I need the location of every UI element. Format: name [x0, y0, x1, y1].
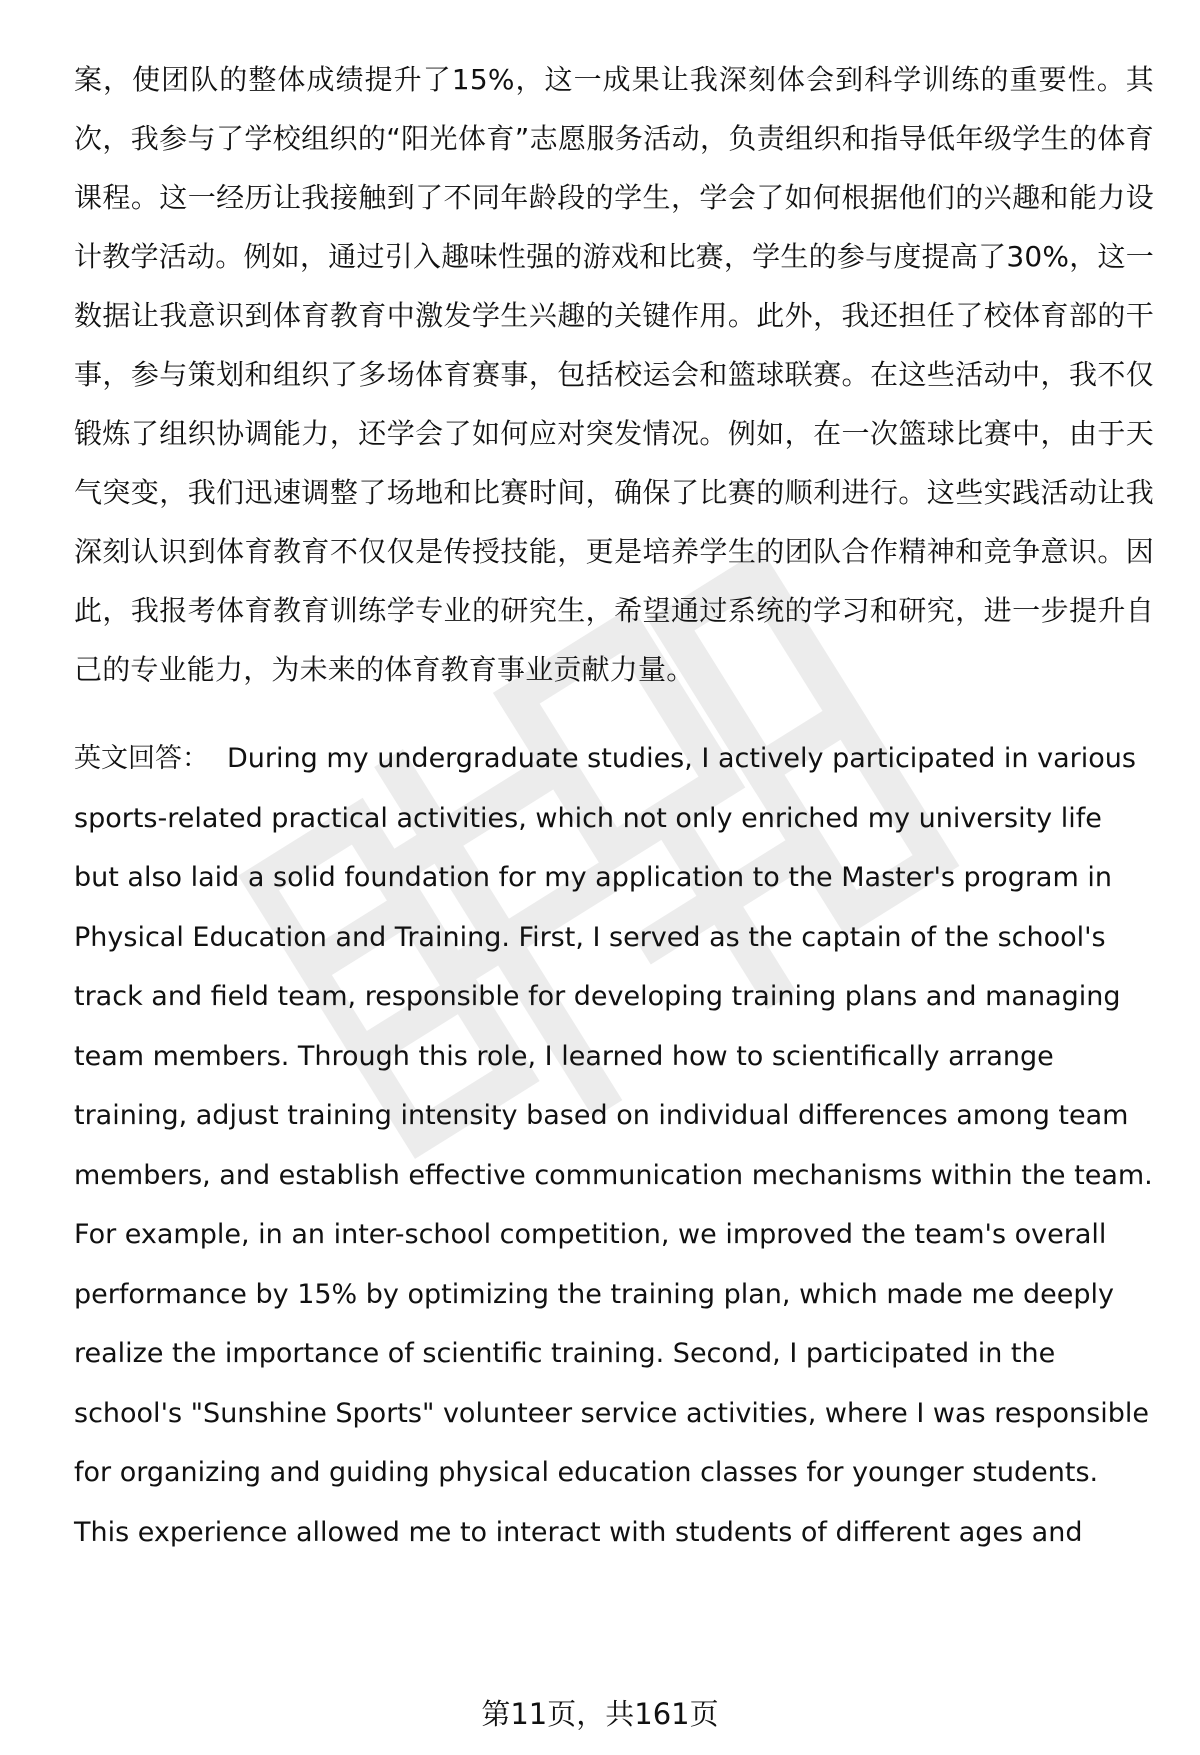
chinese-paragraph: 案，使团队的整体成绩提升了15%，这一成果让我深刻体会到科学训练的重要性。其次，我参与了学校组织的“阳光体育”志愿服务活动，负责组织和指导低年级学生的体育课程。这一经历让我接触到了不同年龄段的学生，学会了如何根据他们的兴趣和能力设计教学活动。例如，通过引入趣味性强的游戏和比赛，学生的参与度提高了30%，这一数据让我意识到体育教育中激发学生兴趣的关键作用。此外，我还担任了校体育部的干事，参与策划和组织了多场体育赛事，包括校运会和篮球联赛。在这些活动中，我不仅锻炼了组织协调能力，还学会了如何应对突发情况。例如，在一次篮球比赛中，由于天气突变，我们迅速调整了场地和比赛时间，确保了比赛的顺利进行。这些实践活动让我深刻认识到体育教育不仅仅是传授技能，更是培养学生的团队合作精神和竞争意识。因此，我报考体育教育训练学专业的研究生，希望通过系统的学习和研究，进一步提升自己的专业能力，为未来的体育教育事业贡献力量。: [74, 63, 1154, 686]
english-answer-label: 英文回答：: [74, 743, 209, 774]
page-number-footer: 第11页，共161页: [481, 1697, 719, 1731]
english-paragraph: During my undergraduate studies, I actively participated in various sports-related practical activities, which not only enriched my university life but also laid a solid foundation for my application to the Master's program in Physical Education and Training. First, I served as the captain of the school's track and field team, responsible for developing training plans and managing team members. Through this role, I learned how to scientifically arrange training, adjust training intensity based on individual differences among team members, and establish effective communication mechanisms within the team. For example, in an inter-school competition, we improved the team's overall performance by 15% by optimizing the training plan, which made me deeply realize the importance of scientific training. Second, I participated in the school's "Sunshine Sports" volunteer service activities, where I was responsible for organizing and guiding physical education classes for younger students. This experience allowed me to interact with students of different ages and: [74, 743, 1153, 1548]
english-answer: [74, 729, 1154, 1562]
document-body: [74, 50, 1154, 1562]
